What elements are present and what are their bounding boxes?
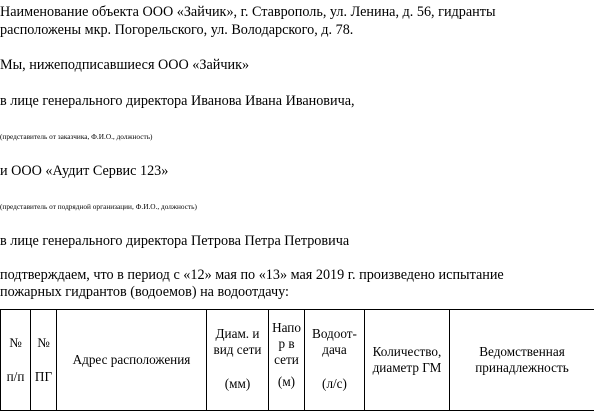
customer-representative-line: в лице генерального директора Иванова Ивана Ивановича, bbox=[0, 93, 355, 110]
table-header-row bbox=[1, 310, 594, 411]
header-address: Адрес расположения bbox=[73, 352, 191, 368]
header-diameter-b: вид сети bbox=[214, 342, 262, 358]
header-output-c: (л/с) bbox=[322, 376, 347, 392]
signatories-line: Мы, нижеподписавшиеся ООО «Зайчик» bbox=[0, 57, 249, 74]
header-number-b: п/п bbox=[7, 369, 25, 385]
header-hydrant-a: № bbox=[37, 335, 50, 351]
header-pressure-a: Напо bbox=[272, 320, 301, 336]
contractor-representative-line: в лице генерального директора Петрова Петра Петровича bbox=[0, 233, 349, 250]
header-cell-address bbox=[57, 310, 207, 411]
header-quantity-b: диаметр ГМ bbox=[373, 360, 442, 376]
header-pressure-c: сети bbox=[274, 352, 299, 368]
header-diameter-c: (мм) bbox=[225, 376, 250, 392]
customer-representative-note: (представитель от заказчика, Ф.И.О., должность) bbox=[0, 132, 152, 141]
object-name-line-2: расположены мкр. Погорельского, ул. Володарского, д. 78. bbox=[0, 22, 353, 39]
header-ownership-a: Ведомственная bbox=[479, 344, 565, 360]
contractor-line: и ООО «Аудит Сервис 123» bbox=[0, 163, 168, 180]
header-pressure-b: р в bbox=[278, 336, 294, 352]
header-ownership-b: принадлежность bbox=[475, 360, 569, 376]
confirmation-text-1: подтверждаем, что в период с «12» мая по «13» мая 2019 г. произведено испытание bbox=[0, 267, 504, 283]
header-quantity-a: Количество, bbox=[373, 344, 442, 360]
header-cell-pressure bbox=[269, 310, 305, 411]
header-hydrant-b: ПГ bbox=[35, 369, 52, 385]
header-cell-quantity bbox=[365, 310, 450, 411]
contractor-note: (представитель от подрядной организации, Ф.И.О., должность) bbox=[0, 202, 197, 211]
header-cell-water-output bbox=[305, 310, 365, 411]
header-cell-hydrant-number bbox=[31, 310, 57, 411]
header-output-b: дача bbox=[322, 342, 347, 358]
object-name-line-1: Наименование объекта ООО «Зайчик», г. Ставрополь, ул. Ленина, д. 56, гидранты bbox=[0, 4, 496, 21]
header-pressure-d: (м) bbox=[278, 374, 295, 390]
header-cell-number bbox=[1, 310, 31, 411]
header-number-a: № bbox=[9, 335, 22, 351]
header-output-a: Водоот- bbox=[312, 326, 357, 342]
confirmation-line-1 bbox=[0, 267, 594, 284]
hydrant-test-table bbox=[0, 309, 594, 411]
header-diameter-a: Диам. и bbox=[216, 326, 260, 342]
header-cell-ownership bbox=[450, 310, 594, 411]
header-cell-diameter bbox=[207, 310, 269, 411]
confirmation-line-2: пожарных гидрантов (водоемов) на водоотдачу: bbox=[0, 284, 289, 301]
